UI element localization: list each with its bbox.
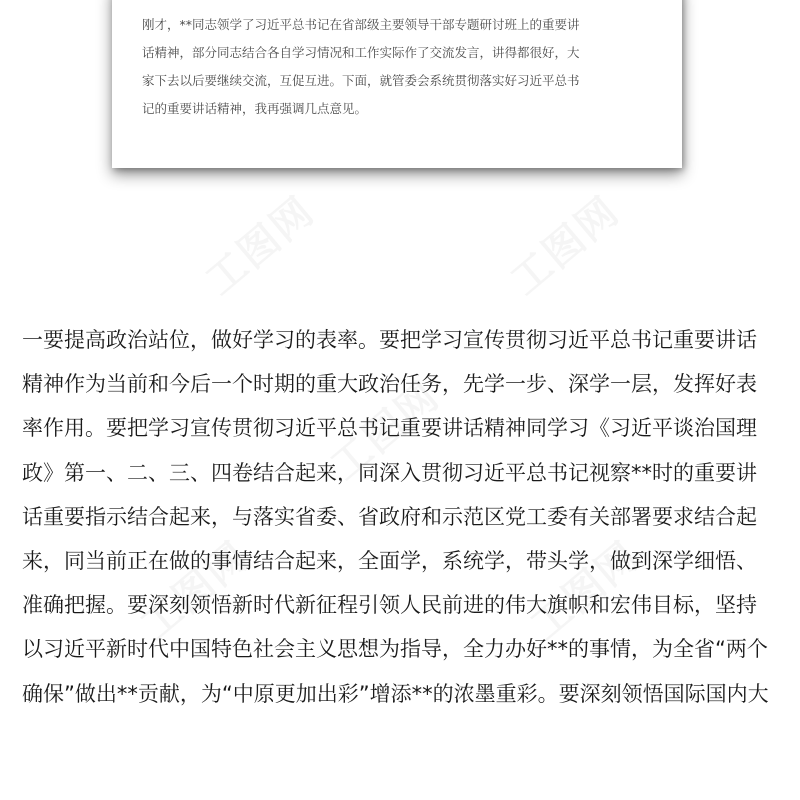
document-preview-card xyxy=(112,0,682,168)
watermark: 工图网 xyxy=(322,373,449,490)
card-line: 家下去以后要继续交流，互促互进。下面，就管委会系统贯彻落实好习近平总书 xyxy=(142,73,580,88)
body-line: 准确把握。要深刻领悟新时代新征程引领人民前进的伟大旗帜和宏伟目标，坚持 xyxy=(22,593,757,618)
body-line: 以习近平新时代中国特色社会主义思想为指导，全力办好**的事情，为全省“两个 xyxy=(22,637,768,662)
body-text xyxy=(22,318,782,716)
body-line: 话重要指示结合起来，与落实省委、省政府和示范区党工委有关部署要求结合起 xyxy=(22,504,757,529)
watermark: 工图网 xyxy=(522,533,649,650)
card-line: 记的重要讲话精神，我再强调几点意见。 xyxy=(142,101,368,116)
card-line: 话精神，部分同志结合各自学习情况和工作实际作了交流发言，讲得都很好，大 xyxy=(142,45,580,60)
card-text-block xyxy=(142,0,667,121)
body-line: 精神作为当前和今后一个时期的重大政治任务，先学一步、深学一层，发挥好表 xyxy=(22,372,757,397)
body-line: 率作用。要把学习宣传贯彻习近平总书记重要讲话精神同学习《习近平谈治国理 xyxy=(22,416,757,441)
body-line: 政》第一、二、三、四卷结合起来，同深入贯彻习近平总书记视察**时的重要讲 xyxy=(22,460,757,485)
card-line xyxy=(142,0,667,3)
watermark: 工图网 xyxy=(197,188,324,305)
card-line: 刚才，**同志领学了习近平总书记在省部级主要领导干部专题研讨班上的重要讲 xyxy=(142,17,580,32)
body-line: 来，同当前正在做的事情结合起来，全面学，系统学，带头学，做到深学细悟、 xyxy=(22,548,757,573)
watermark: 工图网 xyxy=(132,533,259,650)
body-line: 一要提高政治站位，做好学习的表率。要把学习宣传贯彻习近平总书记重要讲话 xyxy=(22,328,757,352)
watermark: 工图网 xyxy=(502,188,629,305)
body-line: 确保”做出**贡献，为“中原更加出彩”增添**的浓墨重彩。要深刻领悟国际国内大 xyxy=(22,681,769,706)
